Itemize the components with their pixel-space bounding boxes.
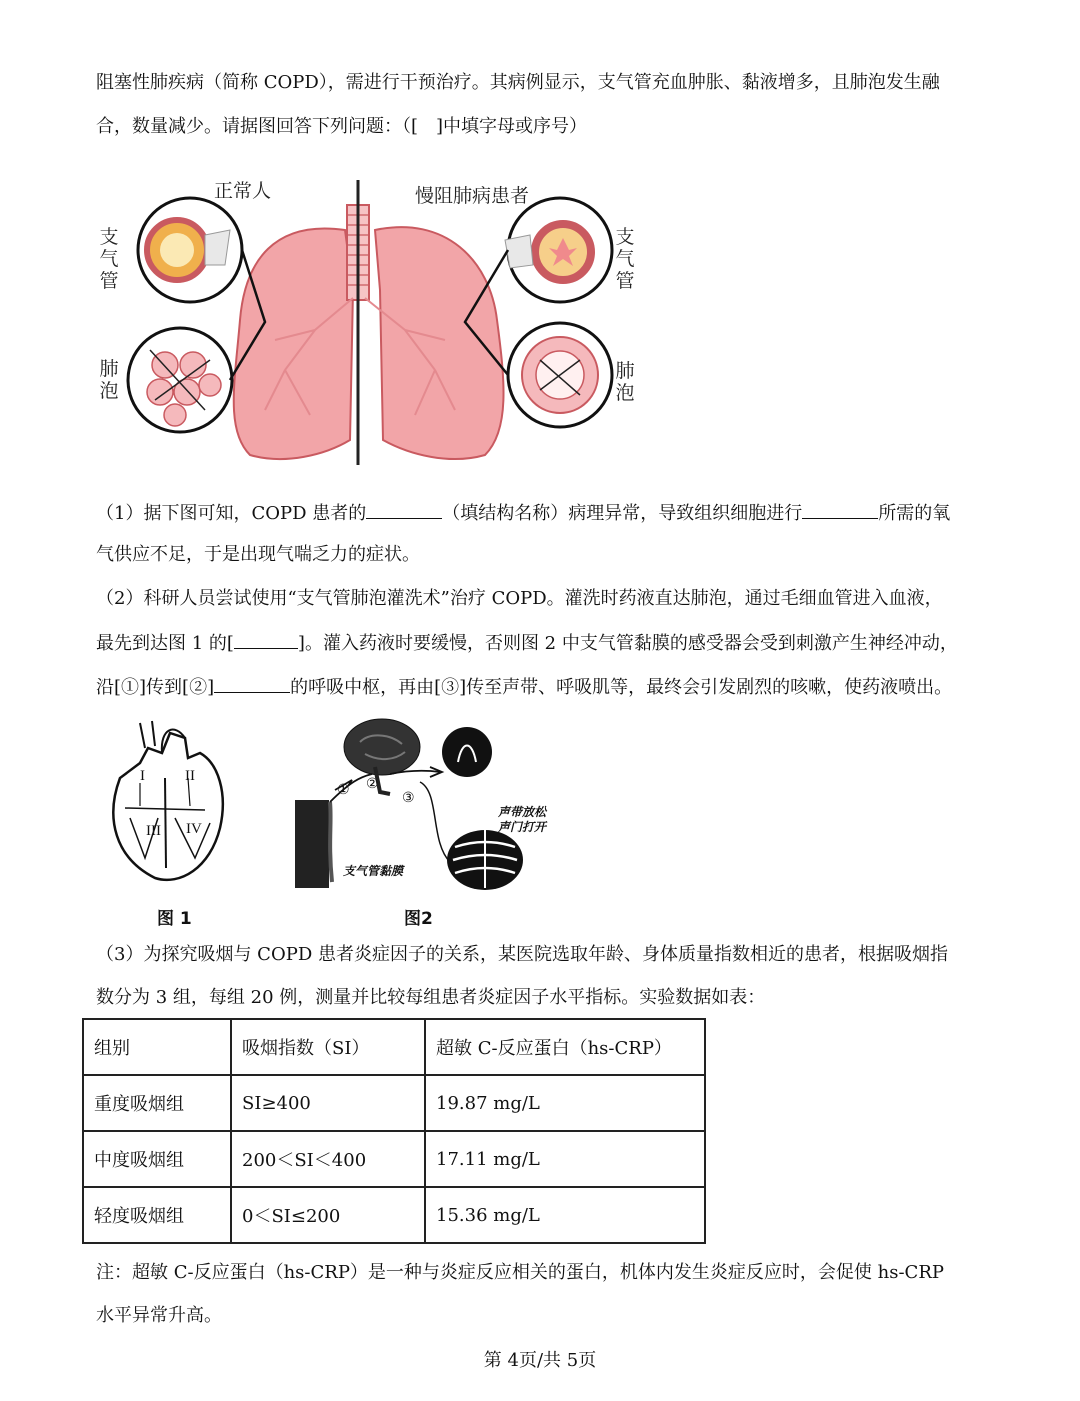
marker-3: ③ [402,790,415,806]
cell-si: 200＜SI＜400 [231,1131,425,1187]
page-footer: 第 4页/共 5页 [483,1350,597,1371]
q2-text-d: 的呼吸中枢，再由[③]传至声带、呼吸肌等，最终会引发剧烈的咳嗽，使药液喷出。 [290,677,953,698]
left-bronchus-label: 支气管 [99,226,119,292]
larynx-icon [442,727,492,777]
q1-blank-structure[interactable] [366,498,442,519]
lung-figure [125,170,615,470]
data-table [82,1018,706,1244]
right-alveoli-label: 肺泡 [615,360,635,404]
heart-figure [100,718,230,888]
q1-blank-process[interactable] [802,498,878,519]
brain-icon [344,719,420,775]
q2-line-3 [96,672,952,701]
q1-line-1 [96,498,950,527]
chamber-label-3: III [146,823,161,839]
cell-crp: 17.11 mg/L [425,1131,705,1187]
right-bronchus-label: 支气管 [615,226,635,292]
q2-text-a: 最先到达图 1 的[ [96,633,234,654]
figure1-caption: 图 1 [157,909,192,929]
q2-line-2 [96,628,958,657]
ribcage-icon [447,830,523,890]
chamber-label-4: IV [186,821,202,837]
left-alveoli-label: 肺泡 [99,358,119,402]
q2-blank-heart[interactable] [234,628,298,649]
note-line-2: 水平异常升高。 [96,1305,222,1326]
intro-line-2: 合，数量减少。请据图回答下列问题：（[ ]中填字母或序号） [96,116,588,137]
header-si: 吸烟指数（SI） [231,1019,425,1075]
q3-line-1: （3）为探究吸烟与 COPD 患者炎症因子的关系，某医院选取年龄、身体质量指数相近的患者，根据吸烟指 [96,944,948,965]
q2-text-b: ]。灌入药液时要缓慢，否则图 2 中支气管黏膜的感受器会受到刺激产生神经冲动， [297,633,958,654]
label-mucosa: 支气管黏膜 [343,864,404,878]
label-glottis-open: 声门打开 [498,820,547,834]
q1-text-c: 所需的氧 [878,503,951,524]
q2-text-c: 沿[①]传到[②] [96,677,215,698]
chamber-label-2: II [185,768,195,784]
cell-si: 0＜SI≤200 [231,1187,425,1243]
q1-text-b: （填结构名称）病理异常，导致组织细胞进行 [442,503,803,524]
cell-crp: 19.87 mg/L [425,1075,705,1131]
note-line-1: 注：超敏 C-反应蛋白（hs-CRP）是一种与炎症反应相关的蛋白，机体内发生炎症反应时，会促使 hs-CRP [96,1262,944,1283]
q2-line-1: （2）科研人员尝试使用“支气管肺泡灌洗术”治疗 COPD。灌洗时药液直达肺泡，通过毛细血管进入血液， [96,588,943,609]
table-row [83,1131,705,1187]
cell-si: SI≥400 [231,1075,425,1131]
header-crp: 超敏 C-反应蛋白（hs-CRP） [425,1019,705,1075]
q1-text-a: （1）据下图可知，COPD 患者的 [96,503,367,524]
reflex-figure [290,712,560,892]
chamber-label-1: I [140,768,145,784]
table-row [83,1187,705,1243]
figure2-caption: 图2 [404,909,433,929]
marker-2: ② [366,776,379,792]
header-group: 组别 [83,1019,231,1075]
q1-line-2: 气供应不足，于是出现气喘乏力的症状。 [96,544,420,565]
bronchial-mucosa [295,800,329,888]
q3-line-2: 数分为 3 组，每组 20 例，测量并比较每组患者炎症因子水平指标。实验数据如表： [96,987,766,1008]
marker-1: ① [337,782,350,798]
cell-group: 重度吸烟组 [83,1075,231,1131]
label-vocal-relax: 声带放松 [498,805,547,819]
label-normal: 正常人 [214,180,272,202]
cell-group: 中度吸烟组 [83,1131,231,1187]
table-row [83,1075,705,1131]
label-patient: 慢阻肺病患者 [415,185,530,207]
right-lung [375,227,504,459]
table-header-row [83,1019,705,1075]
intro-line-1: 阻塞性肺疾病（简称 COPD），需进行干预治疗。其病例显示，支气管充血肿胀、黏液增多，且肺泡发生融 [96,72,940,93]
q2-blank-center[interactable] [214,672,290,693]
cell-crp: 15.36 mg/L [425,1187,705,1243]
cell-group: 轻度吸烟组 [83,1187,231,1243]
